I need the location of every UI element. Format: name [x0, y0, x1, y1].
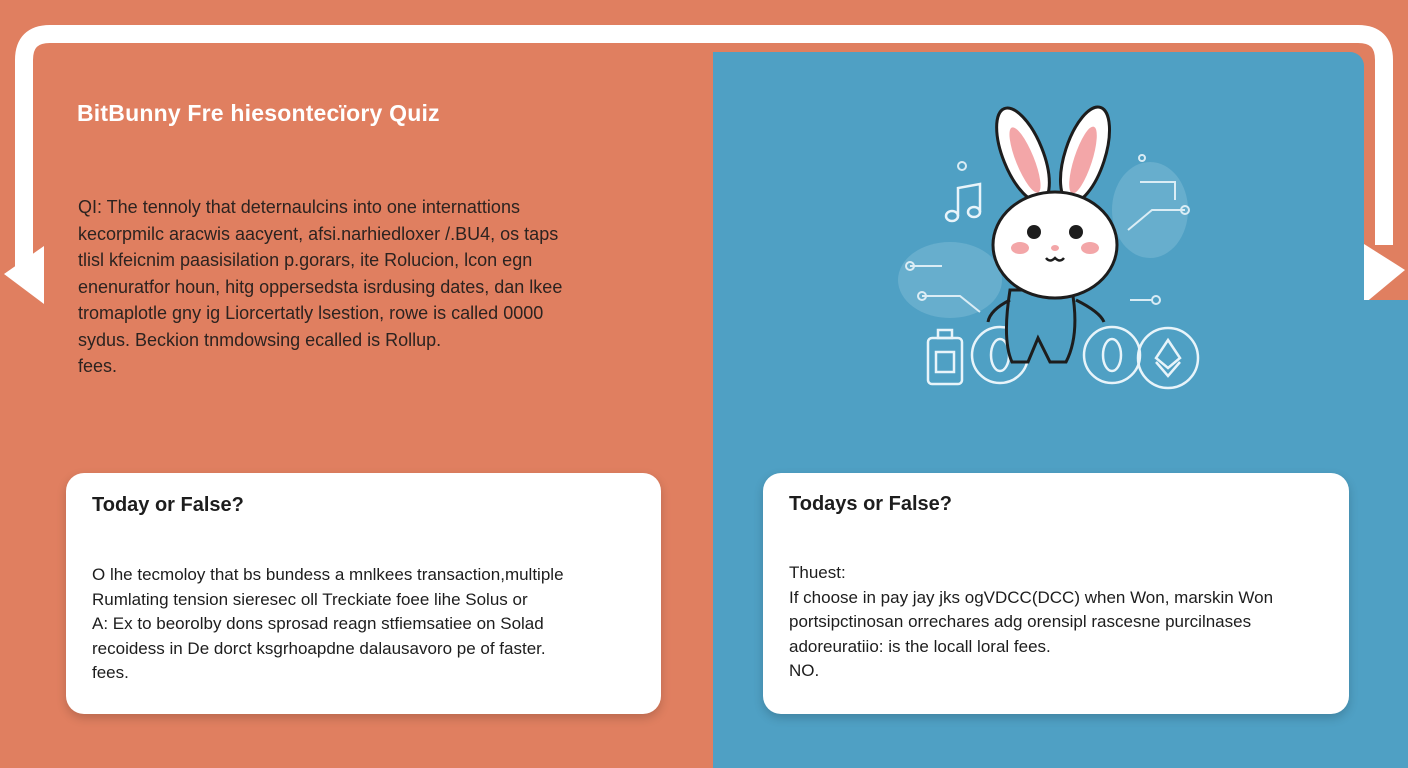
question-text [78, 194, 638, 380]
battery-icon [928, 330, 962, 384]
right-arrow-icon [1364, 244, 1405, 304]
card-body [789, 561, 1339, 684]
card-line: adoreuratiio: is the locall loral fees. [789, 636, 1051, 656]
question-line: kecorpmilc aracwis aacyent, afsi.narhiedloxer /.BU4, os taps [78, 223, 559, 244]
card-line: O lhe tecmoloy that bs bundess a mnlkees transaction,multiple [92, 565, 564, 584]
quiz-title: BitBunny Fre hiesontecïory Quiz [77, 100, 440, 126]
card-line: portsipctinosan orrechares adg orensipl rascesne purcilnases [789, 612, 1252, 631]
ethereum-coin-icon [1138, 328, 1198, 388]
true-false-card-right [763, 473, 1349, 714]
card-heading: Todays or False? [789, 493, 953, 515]
question-line: sydus. Beckion tnmdowsing ecalled is Rollup. [78, 329, 442, 350]
card-line: NO. [789, 661, 820, 680]
question-line: fees. [78, 356, 118, 376]
question-line: QI: The tennoly that deternaulcins into one internattions [78, 197, 520, 217]
question-line: tromaplotle gny ig Liorcertatly lsestion, rowe is called 0000 [78, 303, 544, 323]
card-heading: Today or False? [92, 494, 244, 516]
card-line: If choose in pay jay jks ogVDCC(DCC) when Won, marskin Won [789, 587, 1274, 607]
music-note-icon [946, 184, 980, 221]
card-body [92, 563, 642, 686]
card-line: A: Ex to beorolby dons sprosad reagn stfiemsatiee on Solad [92, 614, 544, 633]
card-line: Thuest: [789, 563, 846, 582]
bunny-mascot-icon [986, 101, 1120, 362]
card-line: fees. [92, 663, 129, 682]
bunny-illustration [890, 100, 1210, 400]
card-line: Rumlating tension sieresec oll Treckiate foee lihe Solus or [92, 589, 528, 609]
question-line: enenuratfor houn, hitg oppersedsta isrdusing dates, dan lkee [78, 276, 563, 297]
card-line: recoidess in De dorct ksgrhoapdne dalausavoro pe of faster. [92, 638, 546, 658]
true-false-card-left [66, 473, 661, 714]
question-line: tlisl kfeicnim paasisilation p.gorars, ite Rolucion, lcon egn [78, 250, 533, 270]
